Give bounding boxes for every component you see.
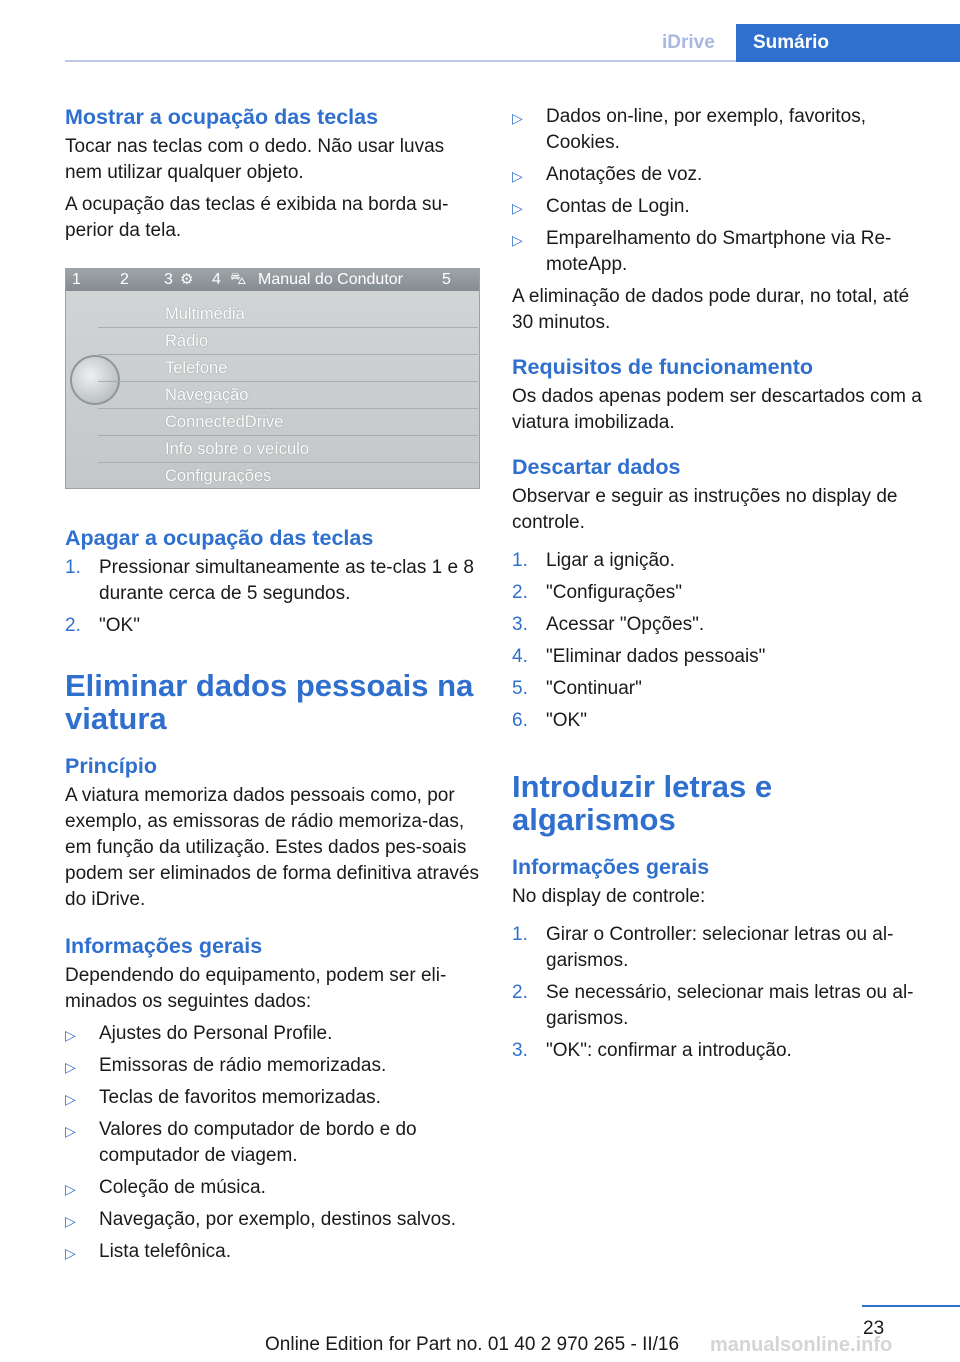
screen-bar-title: Manual do Condutor [258,271,403,288]
list-item [65,1085,480,1111]
step-number: 1. [512,924,528,945]
step-text: "Continuar" [546,678,642,699]
footer-edition: Online Edition for Part no. 01 40 2 970 265 - II/16 [265,1334,680,1355]
heading-apagar: Apagar a ocupação das teclas [65,526,374,550]
gear-icon: ⚙ [180,271,194,288]
step-text: Ligar a ignição. [546,550,675,571]
bullet-text: Navegação, por exemplo, destinos salvos. [99,1209,456,1230]
screen-menu-item: Info sobre o veículo [98,436,478,463]
triangle-bullet-icon: ▷ [512,200,523,216]
step-number: 3. [512,614,528,635]
intro-steps [512,922,932,1064]
screen-key-3: 3 [164,271,173,288]
step-number: 4. [512,646,528,667]
step-number: 3. [512,1040,528,1061]
bullet-text: Teclas de favoritos memorizadas. [99,1087,381,1108]
footer-rule [862,1305,960,1307]
triangle-bullet-icon: ▷ [512,110,523,126]
list-item [512,580,932,606]
left-column [65,104,480,1271]
right-column [512,104,932,1070]
step-text: "Eliminar dados pessoais" [546,646,766,667]
triangle-bullet-icon: ▷ [65,1059,76,1075]
watermark: manualsonline.info [710,1334,893,1356]
step-text: Acessar "Opções". [546,614,705,635]
list-item [512,612,932,638]
para-mostrar-1: Tocar nas teclas com o dedo. Não usar luvas nem utilizar qualquer objeto. [65,136,445,183]
page-number: 23 [863,1318,885,1339]
list-item [512,226,932,278]
step-text: "Configurações" [546,582,683,603]
para-mostrar-2: A ocupação das teclas é exibida na borda su-perior da tela. [65,194,449,241]
bullet-text: Coleção de música. [99,1177,266,1198]
list-item [65,1117,480,1169]
screen-menu-item: Multimédia [98,301,478,328]
list-item [512,676,932,702]
bullet-text: Valores do computador de bordo e do computador de viagem. [99,1119,417,1166]
triangle-bullet-icon: ▷ [512,232,523,248]
list-item [512,548,932,574]
heading-introduzir: Introduzir letras e algarismos [512,769,773,837]
list-item [65,555,480,607]
step-text: "OK": confirmar a introdução. [546,1040,792,1061]
list-item [512,644,932,670]
car-icon: ⛍ [230,271,247,288]
list-item [65,613,480,639]
bullet-text: Contas de Login. [546,196,690,217]
screen-menu-item: Configurações [98,463,478,489]
heading-eliminar: Eliminar dados pessoais na viatura [65,668,474,736]
heading-descartar: Descartar dados [512,455,681,479]
para-info-2: No display de controle: [512,886,706,907]
para-descartar: Observar e seguir as instruções no display de controle. [512,486,898,533]
heading-principio: Princípio [65,754,157,778]
step-number: 6. [512,710,528,731]
list-item [512,922,932,974]
screen-menu-item: Telefone [98,355,478,382]
step-text: "OK" [546,710,587,731]
list-item [512,194,932,220]
para-info: Dependendo do equipamento, podem ser eli-minados os seguintes dados: [65,965,447,1012]
heading-mostrar: Mostrar a ocupação das teclas [65,105,379,129]
step-text: "OK" [99,615,140,636]
para-principio: A viatura memoriza dados pessoais como, por exemplo, as emissoras de rádio memoriza-das, em função da utilização. Estes dados pes-soais podem ser eliminados de forma definitiva através do iDrive. [65,785,479,910]
screen-key-5: 5 [442,271,451,288]
heading-info-2: Informações gerais [512,855,710,879]
heading-info: Informações gerais [65,934,263,958]
triangle-bullet-icon: ▷ [65,1091,76,1107]
para-duracao: A eliminação de dados pode durar, no total, até 30 minutos. [512,286,910,333]
triangle-bullet-icon: ▷ [65,1181,76,1197]
triangle-bullet-icon: ▷ [512,168,523,184]
bullet-text: Ajustes do Personal Profile. [99,1023,333,1044]
screen-menu-item: Rádio [98,328,478,355]
triangle-bullet-icon: ▷ [65,1123,76,1139]
step-number: 2. [65,615,81,636]
heading-requisitos: Requisitos de funcionamento [512,355,814,379]
screen-key-1: 1 [72,271,81,288]
descartar-steps [512,548,932,734]
step-number: 5. [512,678,528,699]
step-text: Pressionar simultaneamente as te-clas 1 e 8 durante cerca de 5 segundos. [99,557,474,604]
list-item [65,1053,480,1079]
screen-status-bar [66,269,479,291]
header-section-link[interactable]: iDrive [662,32,715,53]
step-text: Girar o Controller: selecionar letras ou al-garismos. [546,924,894,971]
para-requisitos: Os dados apenas podem ser descartados com a viatura imobilizada. [512,386,922,433]
list-item [65,1239,480,1265]
list-item [65,1021,480,1047]
step-number: 1. [65,557,81,578]
triangle-bullet-icon: ▷ [65,1027,76,1043]
bullet-text: Emparelhamento do Smartphone via Re-moteApp. [546,228,892,275]
list-item [512,708,932,734]
triangle-bullet-icon: ▷ [65,1213,76,1229]
bullet-text: Dados on-line, por exemplo, favoritos, Cookies. [546,106,866,153]
triangle-bullet-icon: ▷ [65,1245,76,1261]
screen-menu-item: Navegação [98,382,478,409]
data-bullets-left [65,1021,480,1265]
screen-menu [98,301,478,489]
header-tab-sumario[interactable] [736,24,960,62]
list-item [512,1038,932,1064]
screen-key-4: 4 [212,271,221,288]
step-number: 2. [512,582,528,603]
list-item [65,1175,480,1201]
step-number: 1. [512,550,528,571]
data-bullets-right [512,104,932,278]
apagar-steps [65,555,480,639]
step-text: Se necessário, selecionar mais letras ou al-garismos. [546,982,914,1029]
bullet-text: Lista telefônica. [99,1241,232,1262]
screen-key-2: 2 [120,271,129,288]
idrive-screenshot [65,268,480,489]
list-item [512,162,932,188]
bullet-text: Anotações de voz. [546,164,703,185]
step-number: 2. [512,982,528,1003]
list-item [512,104,932,156]
list-item [512,980,932,1032]
bullet-text: Emissoras de rádio memorizadas. [99,1055,387,1076]
list-item [65,1207,480,1233]
header-tab-label: Sumário [753,32,830,53]
screen-menu-item: ConnectedDrive [98,409,478,436]
